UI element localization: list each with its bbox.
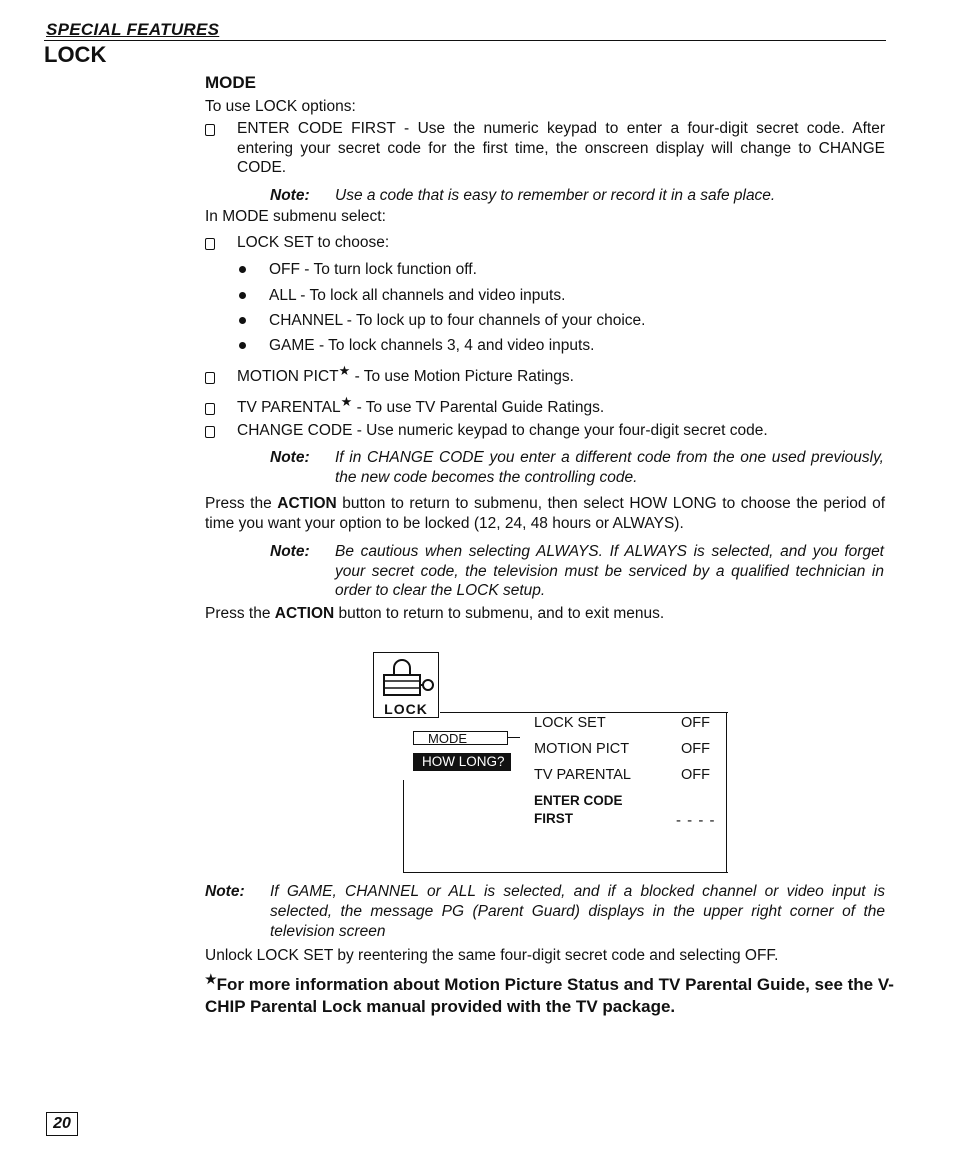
bullet-text: ALL - To lock all channels and video inputs. xyxy=(269,287,566,304)
note-label: Note: xyxy=(270,187,310,204)
menu-row-tv-parental-label[interactable]: TV PARENTAL xyxy=(534,767,631,783)
footer-note xyxy=(205,882,885,942)
note-label: Note: xyxy=(270,449,310,466)
menu-frame-border xyxy=(403,872,728,873)
menu-tab-how-long[interactable]: HOW LONG? xyxy=(413,753,511,771)
more-info-body: For more information about Motion Picture Status and TV Parental Guide, see the V-CHIP Parental Lock manual provided with the TV package. xyxy=(205,975,894,1016)
menu-row-motion-pict-label[interactable]: MOTION PICT xyxy=(534,741,630,757)
more-info-text xyxy=(205,971,895,1018)
note-text: If GAME, CHANNEL or ALL is selected, and if a blocked channel or video input is selected, the message PG (Parent Guard) displays in the upper right corner of the television screen xyxy=(270,883,885,940)
star-icon: ★ xyxy=(340,393,353,409)
lock-menu-label: LOCK xyxy=(384,701,428,717)
press-text: Press the xyxy=(205,605,275,622)
motion-pict-text xyxy=(237,362,885,387)
motion-pict-name: MOTION PICT xyxy=(237,368,339,385)
arrow-right-icon xyxy=(508,737,520,738)
checkbox-square-icon xyxy=(205,403,215,415)
action-label: ACTION xyxy=(274,605,335,622)
change-code-text: CHANGE CODE - Use numeric keypad to change your four-digit secret code. xyxy=(237,422,768,439)
menu-row-lock-set-label[interactable]: LOCK SET xyxy=(534,715,606,731)
lock-menu-icon-box xyxy=(373,652,439,718)
note-text: Be cautious when selecting ALWAYS. If ALWAYS is selected, and you forget your secret code, the television must be serviced by a qualified technician in order to clear the LOCK setup. xyxy=(335,543,884,599)
star-icon: ★ xyxy=(338,362,351,378)
note-1 xyxy=(270,186,884,206)
press-action-2 xyxy=(205,604,664,624)
note-text: If in CHANGE CODE you enter a different code from the one used previously, the new code becomes the controlling code. xyxy=(335,449,884,486)
change-code-item xyxy=(205,421,885,441)
padlock-icon xyxy=(374,655,436,699)
page-title: LOCK xyxy=(44,42,107,67)
bullet-dot-icon xyxy=(239,317,246,324)
menu-row-tv-parental-value: OFF xyxy=(681,767,710,783)
bullet-text: CHANNEL - To lock up to four channels of your choice. xyxy=(269,312,646,329)
menu-frame-border xyxy=(726,712,727,872)
press-text: button to return to submenu, then select HOW LONG to choose the period of time you want your option to be locked (12, 24, 48 hours or ALWAYS). xyxy=(205,495,886,532)
note-label: Note: xyxy=(270,543,310,560)
enter-code-text: ENTER CODE FIRST - Use the numeric keypad to enter a four-digit secret code. After entering your secret code for the first time, the onscreen display will change to CHANGE CODE. xyxy=(237,120,885,176)
menu-enter-code-label-2: FIRST xyxy=(534,811,573,826)
checkbox-square-icon xyxy=(205,238,215,250)
bullet-channel xyxy=(237,311,646,331)
motion-pict-item xyxy=(205,362,885,387)
enter-code-item xyxy=(205,119,885,178)
note-3 xyxy=(270,542,884,601)
submenu-intro: In MODE submenu select: xyxy=(205,208,386,225)
page-number: 20 xyxy=(46,1112,78,1136)
tv-parental-text xyxy=(237,393,885,418)
bullet-text: GAME - To lock channels 3, 4 and video inputs. xyxy=(269,337,595,354)
mode-intro: To use LOCK options: xyxy=(205,98,356,115)
bullet-dot-icon xyxy=(239,292,246,299)
mode-heading: MODE xyxy=(205,73,256,92)
checkbox-square-icon xyxy=(205,426,215,438)
menu-frame-border xyxy=(440,712,728,713)
bullet-dot-icon xyxy=(239,342,246,349)
press-text: Press the xyxy=(205,495,278,512)
menu-enter-code-label[interactable]: ENTER CODE xyxy=(534,793,623,808)
star-icon: ★ xyxy=(205,971,217,987)
menu-tab-mode[interactable]: MODE xyxy=(413,731,508,745)
bullet-off xyxy=(237,260,477,280)
checkbox-square-icon xyxy=(205,124,215,136)
note-2 xyxy=(270,448,884,487)
checkbox-square-icon xyxy=(205,372,215,384)
tv-parental-desc: - To use TV Parental Guide Ratings. xyxy=(352,399,605,416)
unlock-text: Unlock LOCK SET by reentering the same four-digit secret code and selecting OFF. xyxy=(205,947,779,964)
lock-set-text: LOCK SET to choose: xyxy=(237,234,390,251)
bullet-all xyxy=(237,286,565,306)
menu-code-value: - - - - xyxy=(676,812,716,829)
header-rule xyxy=(44,40,886,41)
tv-parental-item xyxy=(205,393,885,418)
motion-pict-desc: - To use Motion Picture Ratings. xyxy=(350,368,574,385)
section-title: SPECIAL FEATURES xyxy=(46,20,220,39)
action-label: ACTION xyxy=(277,495,337,512)
menu-frame-border xyxy=(403,780,404,872)
note-label: Note: xyxy=(205,883,245,900)
bullet-text: OFF - To turn lock function off. xyxy=(269,261,477,278)
lock-set-item xyxy=(205,233,885,253)
press-action-1 xyxy=(205,494,885,533)
press-text: button to return to submenu, and to exit menus. xyxy=(334,605,665,622)
bullet-game xyxy=(237,336,594,356)
note-text: Use a code that is easy to remember or record it in a safe place. xyxy=(335,187,776,204)
menu-row-motion-pict-value: OFF xyxy=(681,741,710,757)
menu-row-lock-set-value: OFF xyxy=(681,715,710,731)
bullet-dot-icon xyxy=(239,266,246,273)
tv-parental-name: TV PARENTAL xyxy=(237,399,341,416)
